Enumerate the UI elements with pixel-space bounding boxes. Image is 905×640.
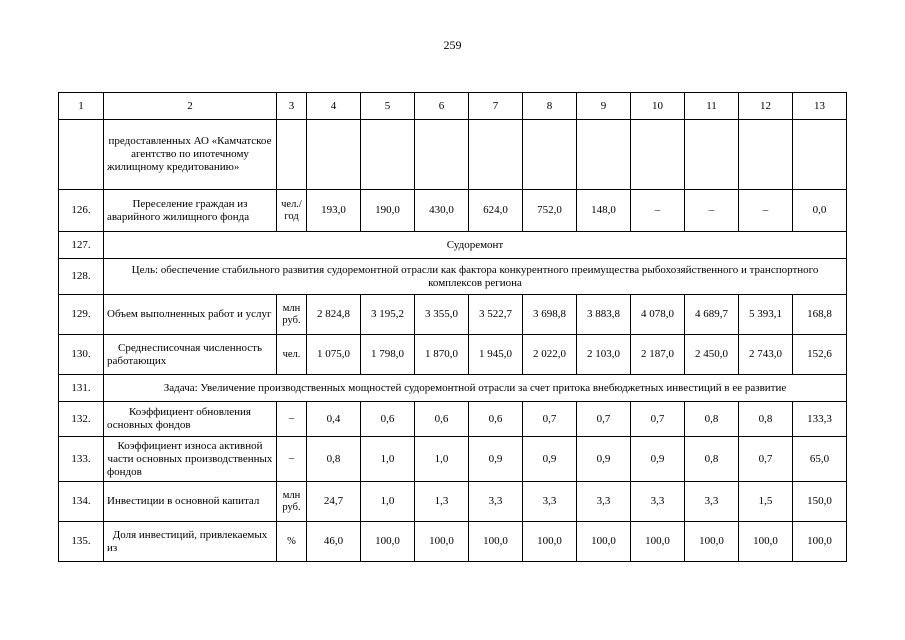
value-cell: 100,0 [415, 522, 469, 562]
value-cell: 0,6 [361, 402, 415, 437]
value-cell: 2 103,0 [577, 335, 631, 375]
value-cell: 150,0 [793, 482, 847, 522]
value-cell: – [739, 190, 793, 232]
header-cell: 5 [361, 93, 415, 120]
value-cell: 3 698,8 [523, 295, 577, 335]
row-number: 131. [59, 375, 104, 402]
row-number: 127. [59, 232, 104, 259]
value-cell: 2 187,0 [631, 335, 685, 375]
value-cell: 2 450,0 [685, 335, 739, 375]
value-cell: 0,6 [415, 402, 469, 437]
indicator-name: Инвестиции в основной капитал [104, 482, 277, 522]
indicator-name: Коэффициент износа активной части основных производственных фондов [104, 437, 277, 482]
row-number: 126. [59, 190, 104, 232]
table-row [59, 232, 847, 259]
value-cell: 148,0 [577, 190, 631, 232]
section-title: Судоремонт [104, 232, 847, 259]
table-row [59, 375, 847, 402]
table-row [59, 402, 847, 437]
value-cell: 0,9 [469, 437, 523, 482]
value-cell: 100,0 [793, 522, 847, 562]
value-cell: 1 945,0 [469, 335, 523, 375]
row-number: 135. [59, 522, 104, 562]
header-cell: 11 [685, 93, 739, 120]
header-cell: 6 [415, 93, 469, 120]
value-cell: 3,3 [577, 482, 631, 522]
value-cell: 0,7 [523, 402, 577, 437]
table-row [59, 335, 847, 375]
value-cell: 752,0 [523, 190, 577, 232]
value-cell: 0,7 [577, 402, 631, 437]
value-cell: 1 870,0 [415, 335, 469, 375]
value-cell: 3,3 [469, 482, 523, 522]
header-cell: 8 [523, 93, 577, 120]
header-cell: 2 [104, 93, 277, 120]
value-cell: 4 689,7 [685, 295, 739, 335]
value-cell: 0,9 [631, 437, 685, 482]
value-cell: 0,6 [469, 402, 523, 437]
header-cell: 3 [277, 93, 307, 120]
table-row [59, 437, 847, 482]
header-cell: 7 [469, 93, 523, 120]
value-cell: 100,0 [685, 522, 739, 562]
value-cell: 0,8 [685, 402, 739, 437]
row-number: 130. [59, 335, 104, 375]
unit-cell: – [277, 437, 307, 482]
value-cell: 168,8 [793, 295, 847, 335]
goal-text: Задача: Увеличение производственных мощностей судоремонтной отрасли за счет притока внебюджетных инвестиций в ее развитие [104, 375, 847, 402]
header-cell: 4 [307, 93, 361, 120]
value-cell: 3,3 [523, 482, 577, 522]
header-cell: 1 [59, 93, 104, 120]
value-cell: 100,0 [523, 522, 577, 562]
row-number: 133. [59, 437, 104, 482]
indicators-table [58, 92, 847, 562]
value-cell: 100,0 [631, 522, 685, 562]
value-cell: 0,7 [739, 437, 793, 482]
value-cell: 190,0 [361, 190, 415, 232]
value-cell: 3,3 [631, 482, 685, 522]
unit-cell: – [277, 402, 307, 437]
value-cell: 430,0 [415, 190, 469, 232]
value-cell: 3,3 [685, 482, 739, 522]
value-cell: 0,9 [523, 437, 577, 482]
value-cell: 0,8 [685, 437, 739, 482]
value-cell: 193,0 [307, 190, 361, 232]
table-row [59, 190, 847, 232]
header-cell: 10 [631, 93, 685, 120]
indicator-name: Коэффициент обновления основных фондов [104, 402, 277, 437]
table-row [59, 482, 847, 522]
indicator-name: Доля инвестиций, привлекаемых из [104, 522, 277, 562]
table-row [59, 295, 847, 335]
value-cell: 100,0 [739, 522, 793, 562]
indicator-name: Объем выполненных работ и услуг [104, 295, 277, 335]
header-row [59, 93, 847, 120]
value-cell: 65,0 [793, 437, 847, 482]
row-number: 132. [59, 402, 104, 437]
row-number: 128. [59, 259, 104, 295]
value-cell: 100,0 [577, 522, 631, 562]
value-cell: 3 355,0 [415, 295, 469, 335]
value-cell: 100,0 [469, 522, 523, 562]
table-row [59, 259, 847, 295]
value-cell: 0,8 [307, 437, 361, 482]
unit-cell: чел. [277, 335, 307, 375]
value-cell: 0,9 [577, 437, 631, 482]
value-cell: 100,0 [361, 522, 415, 562]
value-cell: 0,0 [793, 190, 847, 232]
continuation-text: предоставленных АО «Камчатское агентство по ипотечному жилищному кредитованию» [104, 120, 277, 190]
table-row [59, 522, 847, 562]
value-cell: 1,0 [361, 437, 415, 482]
value-cell: 0,7 [631, 402, 685, 437]
unit-cell: млн руб. [277, 482, 307, 522]
value-cell: 2 743,0 [739, 335, 793, 375]
value-cell: 5 393,1 [739, 295, 793, 335]
header-cell: 12 [739, 93, 793, 120]
value-cell: 46,0 [307, 522, 361, 562]
value-cell: 1 798,0 [361, 335, 415, 375]
value-cell: 133,3 [793, 402, 847, 437]
value-cell: 152,6 [793, 335, 847, 375]
value-cell: 3 195,2 [361, 295, 415, 335]
indicator-name: Переселение граждан из аварийного жилищного фонда [104, 190, 277, 232]
value-cell: 1,5 [739, 482, 793, 522]
value-cell: 1,3 [415, 482, 469, 522]
unit-cell: % [277, 522, 307, 562]
value-cell: 1,0 [361, 482, 415, 522]
value-cell: 1 075,0 [307, 335, 361, 375]
value-cell: 3 883,8 [577, 295, 631, 335]
indicator-name: Среднесписочная численность работающих [104, 335, 277, 375]
unit-cell: чел./ год [277, 190, 307, 232]
value-cell: – [631, 190, 685, 232]
goal-text: Цель: обеспечение стабильного развития судоремонтной отрасли как фактора конкурентного преимущества рыбохозяйственного и транспортного комплексов региона [104, 259, 847, 295]
value-cell: 2 824,8 [307, 295, 361, 335]
header-cell: 9 [577, 93, 631, 120]
header-cell: 13 [793, 93, 847, 120]
value-cell: 3 522,7 [469, 295, 523, 335]
unit-cell: млн руб. [277, 295, 307, 335]
page-number: 259 [443, 38, 462, 52]
continuation-row [59, 120, 847, 190]
value-cell: 1,0 [415, 437, 469, 482]
value-cell: 624,0 [469, 190, 523, 232]
row-number: 129. [59, 295, 104, 335]
value-cell: 2 022,0 [523, 335, 577, 375]
value-cell: 4 078,0 [631, 295, 685, 335]
value-cell: 24,7 [307, 482, 361, 522]
value-cell: – [685, 190, 739, 232]
row-number: 134. [59, 482, 104, 522]
value-cell: 0,4 [307, 402, 361, 437]
value-cell: 0,8 [739, 402, 793, 437]
